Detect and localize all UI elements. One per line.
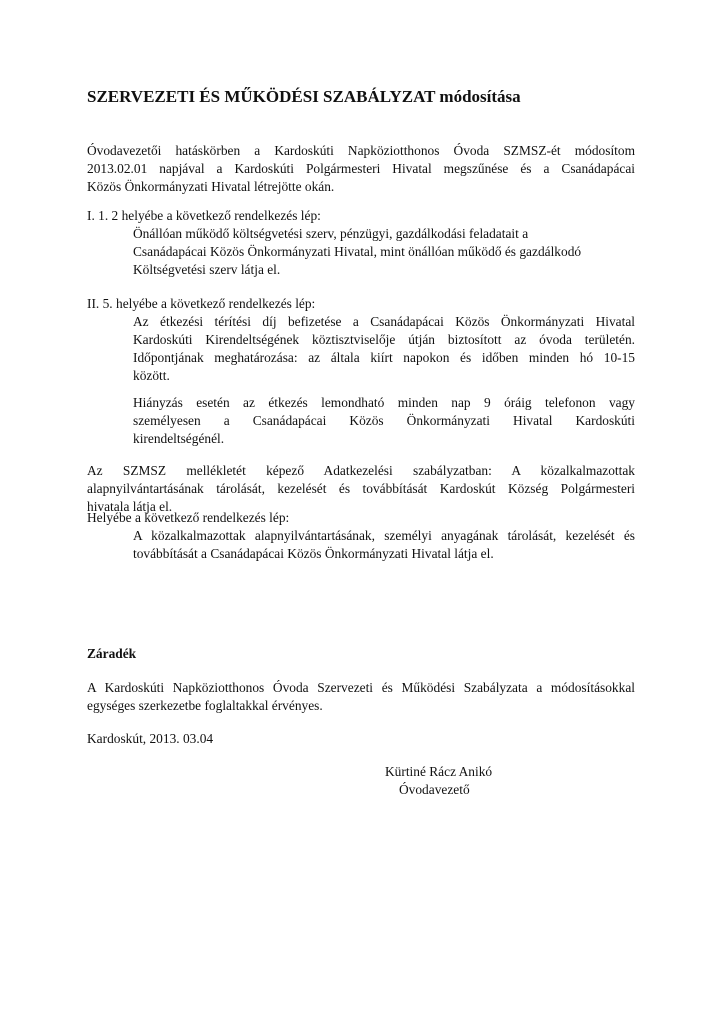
section3-line: alapnyilvántartásának tárolását, kezelését és továbbítását Kardoskút Község Polgármesteri	[87, 481, 635, 496]
section1-line: Csanádapácai Közös Önkormányzati Hivatal, mint önállóan működő és gazdálkodó	[133, 244, 582, 259]
place-date: Kardoskút, 2013. 03.04	[87, 731, 214, 746]
section2-heading: II. 5. helyébe a következő rendelkezés lép:	[87, 296, 316, 311]
section1-heading: I. 1. 2 helyébe a következő rendelkezés lép:	[87, 208, 321, 223]
section3-heading: Helyébe a következő rendelkezés lép:	[87, 510, 290, 525]
section1-line: Önállóan működő költségvetési szerv, pénzügyi, gazdálkodási feladatait a	[133, 226, 529, 241]
section2-line: Kardoskúti Kirendeltségének köztisztviselője útján biztosított az óvoda területén.	[133, 332, 635, 347]
intro-line: Közös Önkormányzati Hivatal létrejötte okán.	[87, 179, 335, 194]
section3-line: Az SZMSZ mellékletét képező Adatkezelési szabályzatban: A közalkalmazottak	[87, 463, 635, 478]
section2-paragraph-1	[133, 313, 635, 385]
signer-name: Kürtiné Rácz Anikó	[385, 764, 493, 779]
intro-paragraph	[87, 142, 635, 196]
section3-line: A közalkalmazottak alapnyilvántartásának, személyi anyagának tárolását, kezelését és	[133, 528, 635, 543]
section3-line: továbbítását a Csanádapácai Közös Önkormányzati Hivatal látja el.	[133, 546, 494, 561]
section2-line: között.	[133, 368, 170, 383]
document-title: SZERVEZETI ÉS MŰKÖDÉSI SZABÁLYZAT módosítása	[87, 87, 521, 106]
section2-line: Hiányzás esetén az étkezés lemondható minden nap 9 óráig telefonon vagy	[133, 395, 635, 410]
section3-line: hivatala látja el.	[87, 499, 173, 514]
closing-paragraph	[87, 679, 635, 715]
section2-paragraph-2	[133, 394, 635, 448]
closing-line: A Kardoskúti Napköziotthonos Óvoda Szervezeti és Működési Szabályzata a módosításokkal	[87, 680, 635, 695]
signer-role: Óvodavezető	[399, 782, 470, 797]
section2-line: Időpontjának meghatározása: az általa kiírt napokon és időben minden hó 10-15	[133, 350, 635, 365]
section2-line: Az étkezési térítési díj befizetése a Csanádapácai Közös Önkormányzati Hivatal	[133, 314, 635, 329]
section3-body	[133, 527, 635, 563]
section2-line: kirendeltségénél.	[133, 431, 225, 446]
closing-heading: Záradék	[87, 646, 137, 661]
section1-line: Költségvetési szerv látja el.	[133, 262, 281, 277]
intro-line: Óvodavezetői hatáskörben a Kardoskúti Napköziotthonos Óvoda SZMSZ-ét módosítom	[87, 143, 635, 158]
section1-body	[133, 225, 635, 279]
intro-line: 2013.02.01 napjával a Kardoskúti Polgármesteri Hivatal megszűnése és a Csanádapácai	[87, 161, 635, 176]
closing-line: egységes szerkezetbe foglaltakkal érvényes.	[87, 698, 323, 713]
section3-paragraph	[87, 462, 635, 516]
section2-line: személyesen a Csanádapácai Közös Önkormányzati Hivatal Kardoskúti	[133, 413, 635, 428]
